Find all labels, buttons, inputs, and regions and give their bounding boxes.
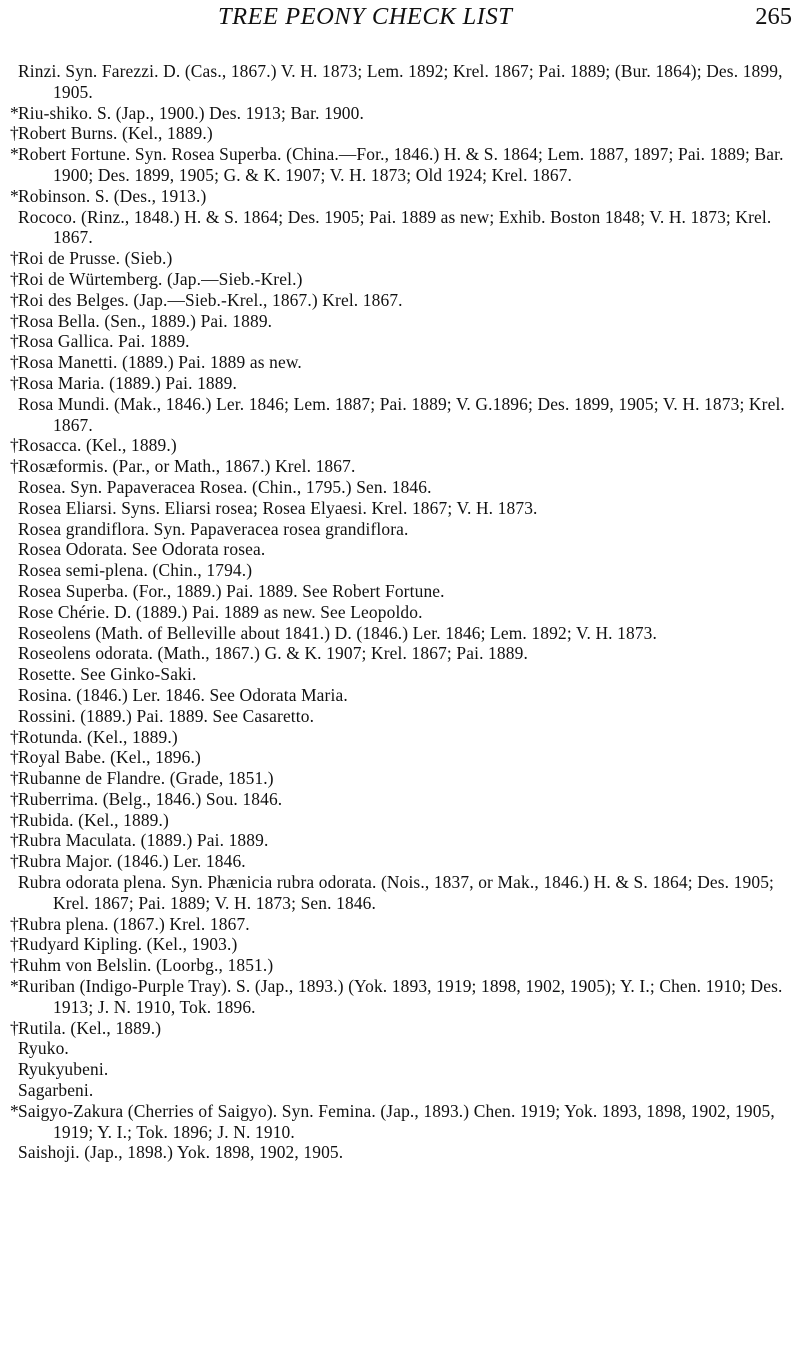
dagger-mark: † <box>10 289 19 310</box>
list-item <box>0 248 795 269</box>
list-item <box>0 519 795 540</box>
entry-text: Rococo. (Rinz., 1848.) H. & S. 1864; Des. 1905; Pai. 1889 as new; Exhib. Boston 1848; V. H. 1873; Krel. 1867. <box>18 206 772 248</box>
entry-text: Rutila. (Kel., 1889.) <box>18 1017 162 1038</box>
entry-text: Robinson. S. (Des., 1913.) <box>18 185 207 206</box>
page-header <box>0 0 800 44</box>
list-item <box>0 810 795 831</box>
dagger-mark: † <box>10 352 19 373</box>
entry-text: Rosette. See Ginko-Saki. <box>18 664 197 685</box>
page-number: 265 <box>755 3 792 30</box>
list-item <box>0 123 795 144</box>
entry-text: Rubida. (Kel., 1889.) <box>18 809 169 830</box>
entry-text: Rubanne de Flandre. (Grade, 1851.) <box>18 768 274 789</box>
entry-text: Rosa Manetti. (1889.) Pai. 1889 as new. <box>18 352 302 373</box>
entry-text: Saigyo-Zakura (Cherries of Saigyo). Syn. Femina. (Jap., 1893.) Chen. 1919; Yok. 1893, 1898, 1902, 1905, 1919; Y. I.; Tok. 1896; J. N. 1910. <box>18 1100 775 1142</box>
entry-text: Rosea semi-plena. (Chin., 1794.) <box>18 560 253 581</box>
list-item <box>0 207 795 249</box>
list-item <box>0 685 795 706</box>
dagger-mark: † <box>10 435 19 456</box>
list-item <box>0 1059 795 1080</box>
dagger-mark: † <box>10 331 19 352</box>
list-item <box>0 103 795 124</box>
list-item <box>0 602 795 623</box>
entry-text: Rosacca. (Kel., 1889.) <box>18 435 177 456</box>
list-item <box>0 1080 795 1101</box>
entry-text: Robert Burns. (Kel., 1889.) <box>18 123 213 144</box>
list-item <box>0 477 795 498</box>
list-item <box>0 498 795 519</box>
list-item <box>0 394 795 436</box>
dagger-mark: † <box>10 955 19 976</box>
entry-text: Rossini. (1889.) Pai. 1889. See Casaretto. <box>18 705 315 726</box>
dagger-mark: † <box>10 934 19 955</box>
entry-text: Rubra Major. (1846.) Ler. 1846. <box>18 851 246 872</box>
dagger-mark: † <box>10 372 19 393</box>
entry-text: Roi des Belges. (Jap.—Sieb.-Krel., 1867.) Krel. 1867. <box>18 289 403 310</box>
check-list-entries <box>0 61 800 1163</box>
dagger-mark: † <box>10 123 19 144</box>
dagger-mark: † <box>10 268 19 289</box>
dagger-mark: † <box>10 913 19 934</box>
list-item <box>0 643 795 664</box>
entry-text: Roi de Prusse. (Sieb.) <box>18 248 173 269</box>
entry-text: Rinzi. Syn. Farezzi. D. (Cas., 1867.) V. H. 1873; Lem. 1892; Krel. 1867; Pai. 1889; (Bur. 1864); Des. 1899, 1905. <box>18 61 783 102</box>
dagger-mark: † <box>10 768 19 789</box>
entry-text: Roseolens odorata. (Math., 1867.) G. & K. 1907; Krel. 1867; Pai. 1889. <box>18 643 528 664</box>
list-item <box>0 560 795 581</box>
entry-text: Ruberrima. (Belg., 1846.) Sou. 1846. <box>18 788 283 809</box>
entry-text: Ruriban (Indigo-Purple Tray). S. (Jap., 1893.) (Yok. 1893, 1919; 1898, 1902, 1905); Y. I.; Chen. 1910; Des. 1913; J. N. 1910, Tok. 1896. <box>18 976 783 1017</box>
list-item <box>0 1018 795 1039</box>
dagger-mark: † <box>10 248 19 269</box>
entry-text: Rosea Eliarsi. Syns. Eliarsi rosea; Rosea Elyaesi. Krel. 1867; V. H. 1873. <box>18 497 538 518</box>
dagger-mark: † <box>10 310 19 331</box>
entry-text: Rudyard Kipling. (Kel., 1903.) <box>18 934 238 955</box>
entry-text: Rubra plena. (1867.) Krel. 1867. <box>18 913 250 934</box>
asterisk-mark: * <box>10 102 19 123</box>
list-item <box>0 727 795 748</box>
list-item <box>0 789 795 810</box>
asterisk-mark: * <box>10 1100 19 1121</box>
list-item <box>0 830 795 851</box>
entry-text: Rosa Bella. (Sen., 1889.) Pai. 1889. <box>18 310 273 331</box>
entry-text: Rose Chérie. D. (1889.) Pai. 1889 as new. See Leopoldo. <box>18 601 423 622</box>
list-item <box>0 976 795 1018</box>
list-item <box>0 435 795 456</box>
list-item <box>0 934 795 955</box>
list-item <box>0 872 795 914</box>
entry-text: Royal Babe. (Kel., 1896.) <box>18 747 201 768</box>
list-item <box>0 269 795 290</box>
entry-text: Rosa Maria. (1889.) Pai. 1889. <box>18 372 237 393</box>
dagger-mark: † <box>10 851 19 872</box>
list-item <box>0 144 795 186</box>
entry-text: Ryukyubeni. <box>18 1059 109 1080</box>
entry-text: Roseolens (Math. of Belleville about 1841.) D. (1846.) Ler. 1846; Lem. 1892; V. H. 1873. <box>18 622 658 643</box>
entry-text: Rosa Mundi. (Mak., 1846.) Ler. 1846; Lem. 1887; Pai. 1889; V. G.1896; Des. 1899, 1905; V. H. 1873; Krel. 1867. <box>18 393 785 435</box>
list-item <box>0 851 795 872</box>
entry-text: Rosa Gallica. Pai. 1889. <box>18 331 190 352</box>
entry-text: Rotunda. (Kel., 1889.) <box>18 726 178 747</box>
asterisk-mark: * <box>10 144 19 165</box>
entry-text: Rosæformis. (Par., or Math., 1867.) Krel. 1867. <box>18 456 356 477</box>
dagger-mark: † <box>10 456 19 477</box>
dagger-mark: † <box>10 1017 19 1038</box>
list-item <box>0 1142 795 1163</box>
list-item <box>0 747 795 768</box>
dagger-mark: † <box>10 747 19 768</box>
list-item <box>0 768 795 789</box>
entry-text: Saishoji. (Jap., 1898.) Yok. 1898, 1902, 1905. <box>18 1142 344 1163</box>
running-title: TREE PEONY CHECK LIST <box>218 3 513 30</box>
list-item <box>0 914 795 935</box>
dagger-mark: † <box>10 726 19 747</box>
asterisk-mark: * <box>10 185 19 206</box>
list-item <box>0 1101 795 1143</box>
entry-text: Ryuko. <box>18 1038 69 1059</box>
dagger-mark: † <box>10 809 19 830</box>
list-item <box>0 706 795 727</box>
entry-text: Ruhm von Belslin. (Loorbg., 1851.) <box>18 955 274 976</box>
entry-text: Rosea. Syn. Papaveracea Rosea. (Chin., 1795.) Sen. 1846. <box>18 476 432 497</box>
entry-text: Roi de Würtemberg. (Jap.—Sieb.-Krel.) <box>18 268 303 289</box>
entry-text: Rubra odorata plena. Syn. Phænicia rubra odorata. (Nois., 1837, or Mak., 1846.) H. & S. 1864; Des. 1905; Krel. 1867; Pai. 1889; V. H. 1873; Sen. 1846. <box>18 872 775 913</box>
entry-text: Sagarbeni. <box>18 1080 94 1101</box>
dagger-mark: † <box>10 788 19 809</box>
list-item <box>0 955 795 976</box>
entry-text: Rosea grandiflora. Syn. Papaveracea rosea grandiflora. <box>18 518 409 539</box>
entry-text: Riu-shiko. S. (Jap., 1900.) Des. 1913; Bar. 1900. <box>18 102 364 123</box>
entry-text: Rosea Superba. (For., 1889.) Pai. 1889. See Robert Fortune. <box>18 580 445 601</box>
entry-text: Robert Fortune. Syn. Rosea Superba. (China.—For., 1846.) H. & S. 1864; Lem. 1887, 1897; Pai. 1889; Bar. 1900; Des. 1899, 1905; G. & K. 1907; V. H. 1873; Old 1924; Krel. 1867. <box>18 144 784 185</box>
list-item <box>0 331 795 352</box>
list-item <box>0 61 795 103</box>
list-item <box>0 311 795 332</box>
list-item <box>0 664 795 685</box>
dagger-mark: † <box>10 830 19 851</box>
list-item <box>0 186 795 207</box>
entry-text: Rosea Odorata. See Odorata rosea. <box>18 539 266 560</box>
entry-text: Rubra Maculata. (1889.) Pai. 1889. <box>18 830 269 851</box>
list-item <box>0 290 795 311</box>
list-item <box>0 623 795 644</box>
list-item <box>0 456 795 477</box>
list-item <box>0 373 795 394</box>
list-item <box>0 581 795 602</box>
entry-text: Rosina. (1846.) Ler. 1846. See Odorata Maria. <box>18 684 348 705</box>
list-item <box>0 1038 795 1059</box>
list-item <box>0 352 795 373</box>
list-item <box>0 539 795 560</box>
asterisk-mark: * <box>10 976 19 997</box>
